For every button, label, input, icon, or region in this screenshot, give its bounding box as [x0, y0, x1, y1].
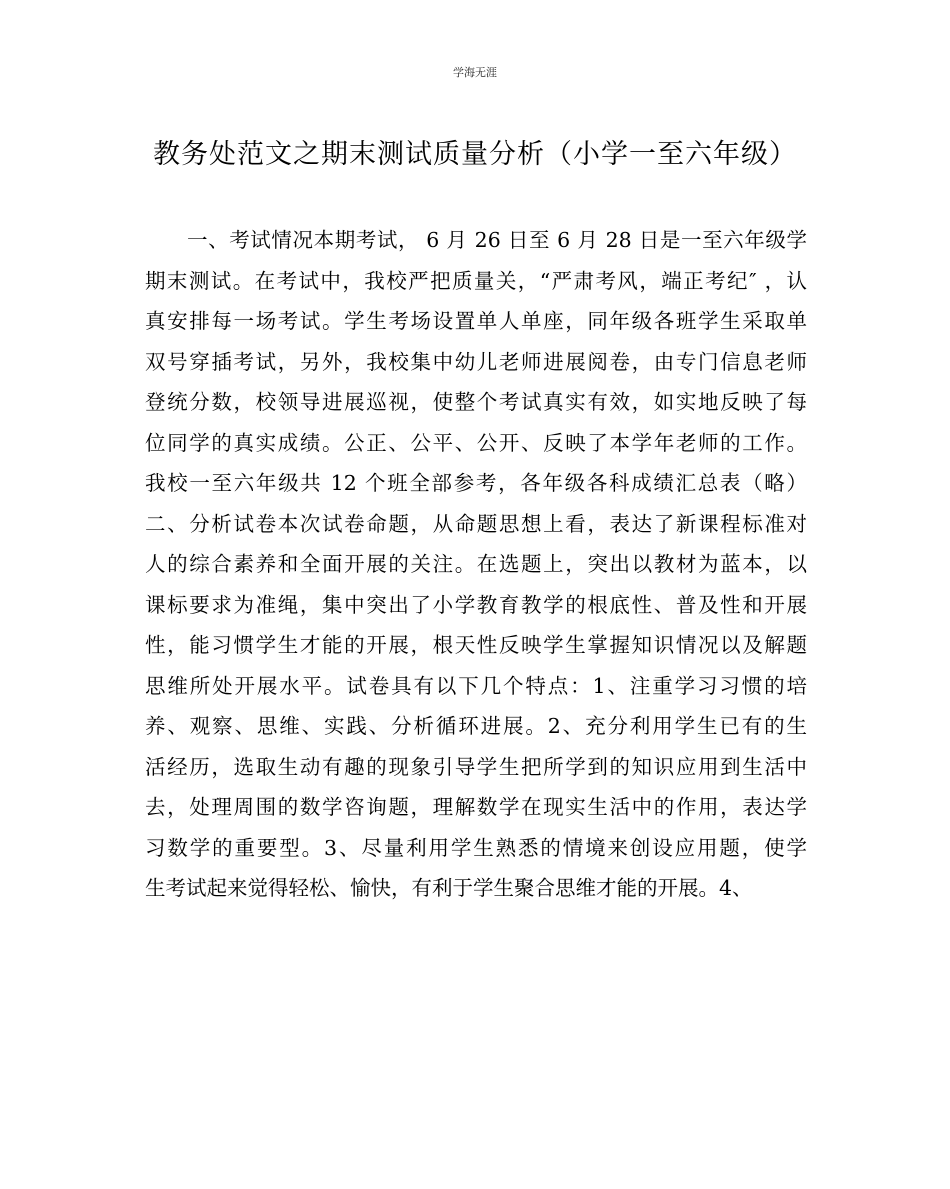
body-line: 课标要求为准绳，集中突出了小学教育教学的根底性、普及性和开展 [145, 592, 807, 617]
body-line: 养、观察、思维、实践、分析循环进展。2、充分利用学生已有的生 [145, 714, 807, 738]
body-line: 性，能习惯学生才能的开展，根天性反映学生掌握知识情况以及解题 [145, 633, 807, 657]
body-line: 生考试起来觉得轻松、愉快，有利于学生聚合思维才能的开展。4、 [145, 876, 753, 900]
body-line: 习数学的重要型。3、尽量利用学生熟悉的情境来创设应用题，使学 [145, 835, 807, 860]
body-line: 期末测试。在考试中，我校严把质量关，“严肃考风，端正考纪″ ，认 [145, 268, 807, 293]
body-line: 真安排每一场考试。学生考场设置单人单座，同年级各班学生采取单 [145, 309, 807, 333]
body-line: 活经历，选取生动有趣的现象引导学生把所学到的知识应用到生活中 [145, 754, 807, 779]
body-line: 我校一至六年级共 12 个班全部参考，各年级各科成绩汇总表（略） [145, 471, 807, 495]
document-body [145, 220, 807, 909]
body-line: 思维所处开展水平。试卷具有以下几个特点：1、注重学习习惯的培 [145, 673, 807, 698]
document-title: 教务处范文之期末测试质量分析（小学一至六年级） [153, 139, 797, 170]
page-header: 学海无涯 [453, 66, 497, 79]
body-line: 一、考试情况本期考试， 6 月 26 日至 6 月 28 日是一至六年级学 [187, 228, 807, 252]
body-line: 人的综合素养和全面开展的关注。在选题上，突出以教材为蓝本，以 [145, 552, 807, 576]
body-line: 位同学的真实成绩。公正、公平、公开、反映了本学年老师的工作。 [145, 430, 807, 455]
body-line: 双号穿插考试，另外，我校集中幼儿老师进展阅卷，由专门信息老师 [145, 349, 807, 374]
body-line: 去，处理周围的数学咨询题，理解数学在现实生活中的作用，表达学 [145, 795, 807, 819]
body-line: 二、分析试卷本次试卷命题，从命题思想上看，表达了新课程标准对 [145, 511, 807, 536]
body-line: 登统分数，校领导进展巡视，使整个考试真实有效，如实地反映了每 [145, 390, 807, 414]
